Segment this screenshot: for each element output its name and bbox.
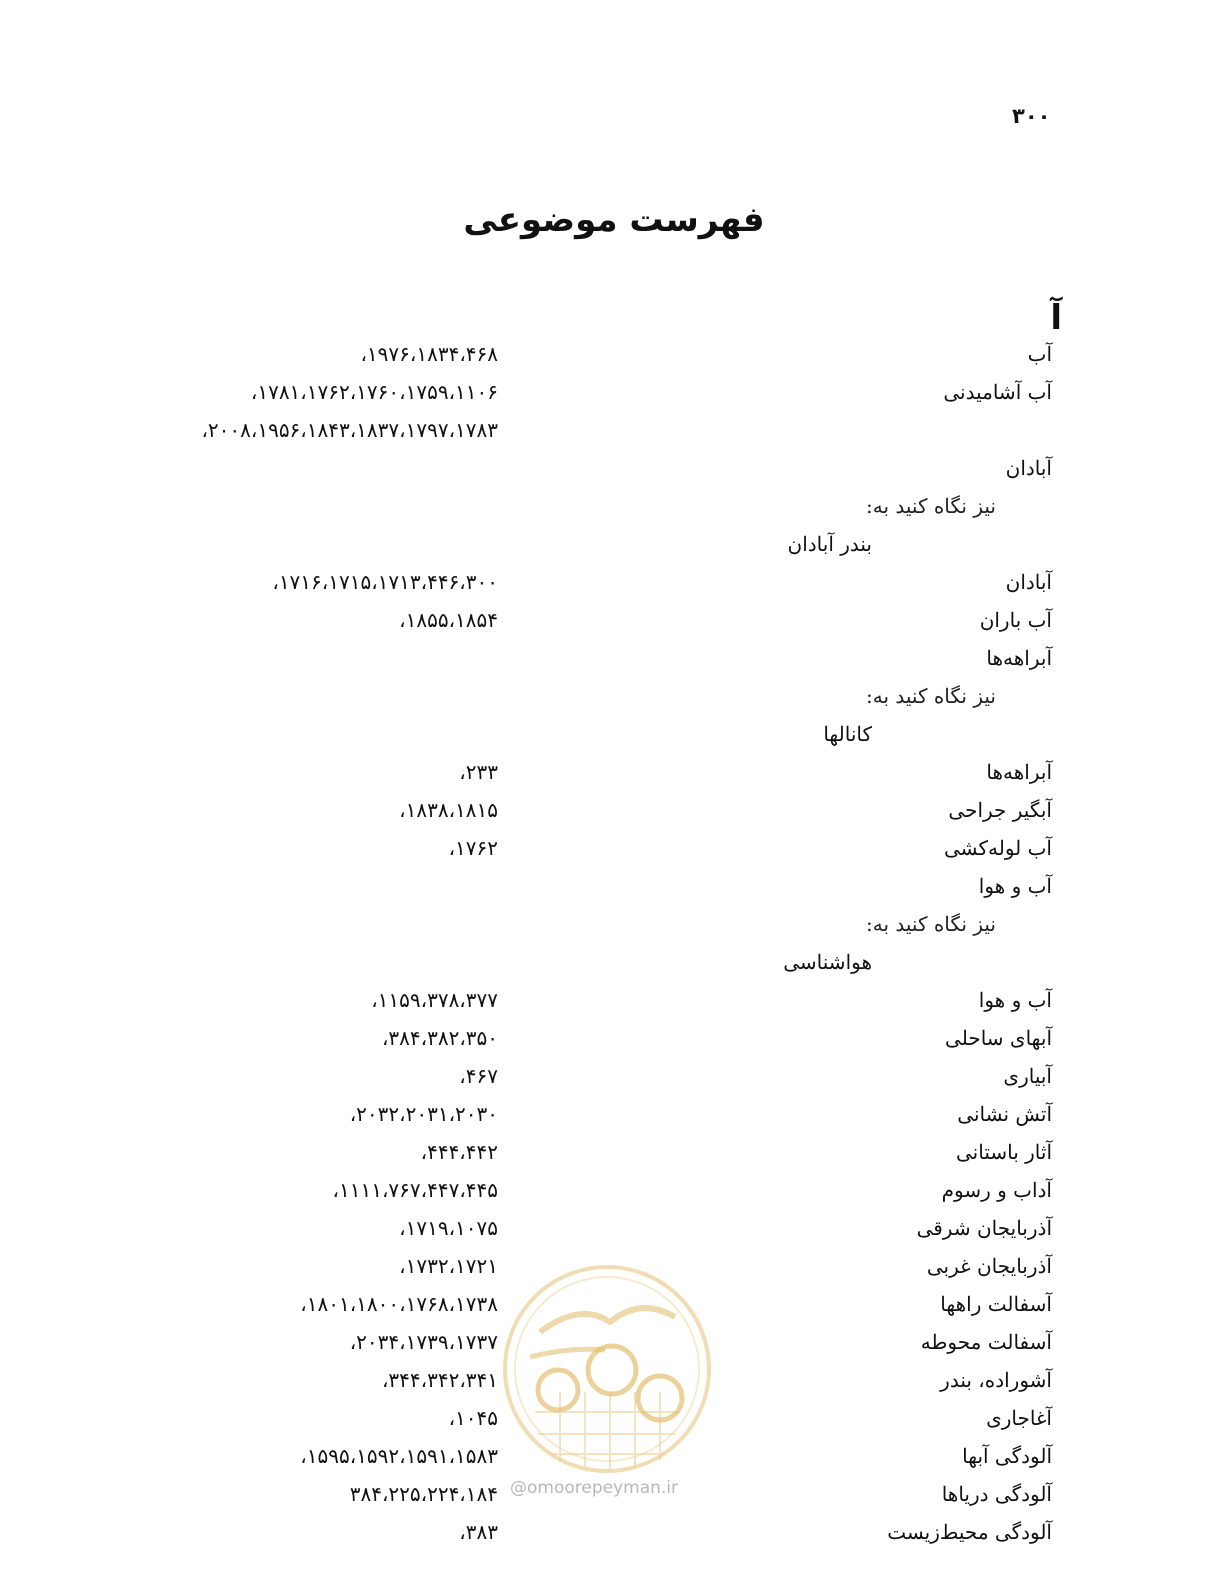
index-term: آبراهه‌ها (986, 760, 1052, 784)
see-also-term: کانالها (823, 722, 872, 746)
index-entry (0, 456, 1228, 492)
page-references: ۴۴۴،۴۴۲، (420, 1140, 498, 1164)
index-term: آلودگی آبها (962, 1444, 1052, 1468)
page-number: ۳۰۰ (1012, 104, 1051, 128)
section-letter: آ (1050, 298, 1062, 338)
see-also-label: نیز نگاه کنید به: (865, 494, 996, 518)
page-references: ۱۸۳۸،۱۸۱۵، (399, 798, 498, 822)
page-references: ۳۸۳، (459, 1520, 498, 1544)
index-entry (0, 684, 1228, 720)
index-term: آغاجاری (986, 1406, 1052, 1430)
page-references: ۱۱۱۱،۷۶۷،۴۴۷،۴۴۵، (332, 1178, 498, 1202)
page-references: ۱۷۱۶،۱۷۱۵،۱۷۱۳،۴۴۶،۳۰۰، (272, 570, 498, 594)
index-entry (0, 380, 1228, 416)
see-also-term: بندر آبادان (787, 532, 872, 556)
index-entry (0, 988, 1228, 1024)
page-references: ۱۸۵۵،۱۸۵۴، (399, 608, 498, 632)
page-references: ۲۰۰۸،۱۹۵۶،۱۸۴۳،۱۸۳۷،۱۷۹۷،۱۷۸۳، (201, 418, 498, 442)
index-term: آبگیر جراحی (948, 798, 1052, 822)
watermark-text: @omoorepeyman.ir (510, 1478, 679, 1498)
index-entry (0, 532, 1228, 568)
index-entry (0, 570, 1228, 606)
index-entry (0, 1178, 1228, 1214)
page-references: ۴۶۷، (459, 1064, 498, 1088)
index-term: آبادان (1005, 570, 1052, 594)
index-term: آبادان (1005, 456, 1052, 480)
page-references: ۲۰۳۲،۲۰۳۱،۲۰۳۰، (349, 1102, 498, 1126)
index-term: آلودگی محیط‌زیست (887, 1520, 1052, 1544)
index-entry (0, 1026, 1228, 1062)
index-term: آبهای ساحلی (945, 1026, 1052, 1050)
index-term: آب لوله‌کشی (943, 836, 1052, 860)
page-references: ۳۸۴،۳۸۲،۳۵۰، (381, 1026, 498, 1050)
page-references: ۱۷۸۱،۱۷۶۲،۱۷۶۰،۱۷۵۹،۱۱۰۶، (250, 380, 498, 404)
page-references: ۳۸۴،۲۲۵،۲۲۴،۱۸۴ (349, 1482, 498, 1506)
index-term: آسفالت راهها (940, 1292, 1052, 1316)
index-entry (0, 874, 1228, 910)
index-term: آب و هوا (978, 874, 1052, 898)
page-references: ۱۸۰۱،۱۸۰۰،۱۷۶۸،۱۷۳۸، (300, 1292, 498, 1316)
index-entry (0, 608, 1228, 644)
index-entry (0, 1064, 1228, 1100)
page-references: ۲۰۳۴،۱۷۳۹،۱۷۳۷، (349, 1330, 498, 1354)
index-term: آذربایجان غربی (926, 1254, 1052, 1278)
page-references: ۱۷۳۲،۱۷۲۱، (399, 1254, 498, 1278)
page-references: ۱۹۷۶،۱۸۳۴،۴۶۸، (360, 342, 498, 366)
index-term: آداب و رسوم (941, 1178, 1052, 1202)
index-term: آبراهه‌ها (986, 646, 1052, 670)
page-references: ۱۱۵۹،۳۷۸،۳۷۷، (371, 988, 498, 1012)
index-term: آثار باستانی (955, 1140, 1052, 1164)
index-entry (0, 912, 1228, 948)
see-also-term: هواشناسی (783, 950, 872, 974)
page-title: فهرست موضوعی (463, 200, 765, 240)
index-entry (0, 1102, 1228, 1138)
index-term: آبیاری (1003, 1064, 1052, 1088)
index-entry (0, 646, 1228, 682)
page-references: ۳۴۴،۳۴۲،۳۴۱، (381, 1368, 498, 1392)
watermark-logo-icon (500, 1262, 714, 1476)
index-entry (0, 950, 1228, 986)
index-term: آلودگی دریاها (941, 1482, 1052, 1506)
see-also-label: نیز نگاه کنید به: (865, 912, 996, 936)
index-term: آذربایجان شرقی (916, 1216, 1052, 1240)
page-references: ۱۷۱۹،۱۰۷۵، (399, 1216, 498, 1240)
index-entry (0, 722, 1228, 758)
index-entry (0, 1140, 1228, 1176)
index-entry (0, 342, 1228, 378)
index-term: آب باران (979, 608, 1052, 632)
index-term: آشوراده، بندر (940, 1368, 1052, 1392)
index-entry (0, 836, 1228, 872)
index-entry (0, 798, 1228, 834)
index-term: آب (1027, 342, 1052, 366)
page-references: ۱۷۶۲، (448, 836, 498, 860)
index-entry (0, 494, 1228, 530)
page-references: ۱۰۴۵، (448, 1406, 498, 1430)
page-references: ۱۵۹۵،۱۵۹۲،۱۵۹۱،۱۵۸۳، (300, 1444, 498, 1468)
index-term: آب آشامیدنی (943, 380, 1052, 404)
see-also-label: نیز نگاه کنید به: (865, 684, 996, 708)
index-term: آسفالت محوطه (920, 1330, 1052, 1354)
index-entry (0, 418, 1228, 454)
index-entry (0, 1216, 1228, 1252)
index-term: آتش نشانی (957, 1102, 1052, 1126)
index-term: آب و هوا (978, 988, 1052, 1012)
page-references: ۲۳۳، (459, 760, 498, 784)
index-entry (0, 1520, 1228, 1556)
index-entry (0, 760, 1228, 796)
